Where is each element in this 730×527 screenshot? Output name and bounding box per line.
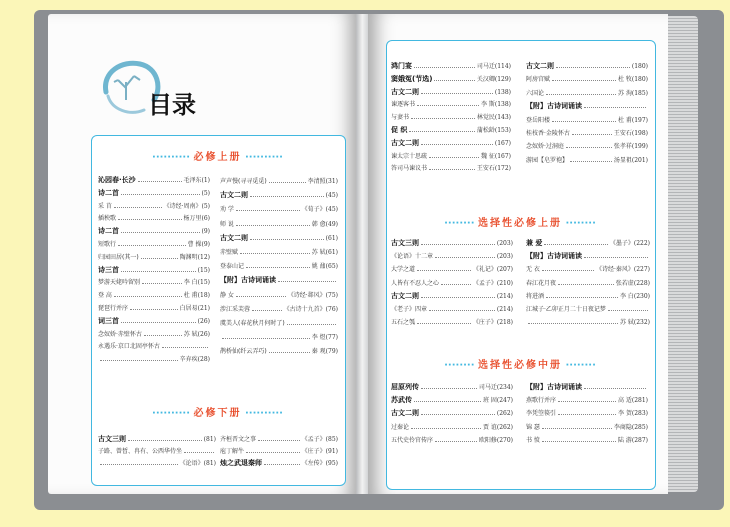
toc-entry	[526, 304, 650, 313]
toc-entry	[391, 61, 511, 71]
toc-entry-page: (203)	[496, 253, 513, 261]
dot-leader	[118, 245, 186, 246]
toc-entry-title: 无 衣	[526, 266, 540, 274]
toc-entry-page: 《孟子》(210)	[472, 279, 513, 287]
toc-entry-title: 窦娥冤(节选)	[391, 74, 433, 83]
toc-entry-page: 《孟子》(85)	[301, 436, 338, 443]
toc-entry-page: 辛弃疾(28)	[179, 356, 210, 364]
toc-entry-title: 庖丁解牛	[220, 448, 245, 455]
toc-entry-title: 词三首	[98, 316, 119, 325]
dot-leader	[138, 181, 182, 182]
toc-entry-page: (81)	[203, 436, 216, 443]
toc-entry-title: 古文三则	[391, 239, 419, 247]
dot-leader	[258, 440, 300, 441]
toc-entry-page: 杜 甫(18)	[183, 292, 210, 300]
dot-leader	[558, 284, 614, 285]
toc-entry-page: 高 适(281)	[617, 397, 648, 405]
toc-entry-page: 苏 洵(185)	[617, 89, 648, 97]
toc-entry	[391, 435, 513, 444]
toc-entry-page: 张若虚(228)	[615, 279, 650, 287]
toc-entry-page: 《荀子》(45)	[301, 206, 338, 214]
dot-leader	[584, 257, 648, 258]
toc-entry	[391, 74, 511, 84]
toc-entry-page: (138)	[494, 88, 511, 96]
toc-entry	[526, 61, 648, 71]
toc-entry	[98, 290, 210, 299]
toc-entry	[391, 291, 513, 301]
toc-entry	[98, 303, 210, 312]
dot-leader	[434, 80, 474, 81]
dot-leader	[542, 270, 594, 271]
toc-entry-title: 古文二则	[391, 291, 419, 300]
dot-leader	[246, 452, 300, 453]
toc-entry-page: 蒲松龄(153)	[476, 127, 511, 134]
toc-entry-title: 燕歌行并序	[526, 397, 557, 405]
dot-leader	[441, 284, 471, 285]
toc-entry-title: 鹊桥仙(纤云弄巧)	[220, 348, 267, 356]
toc-entry	[98, 188, 210, 198]
toc-entry-title: 登泰山记	[220, 263, 245, 271]
toc-entry-title: 江城子·乙卯正月二十日夜记梦	[526, 306, 606, 313]
dot-leader	[121, 194, 200, 195]
toc-entry	[526, 291, 650, 300]
toc-entry	[220, 332, 338, 341]
toc-entry	[98, 213, 210, 222]
toc-entry	[391, 99, 511, 108]
dot-leader	[121, 232, 200, 233]
dot-leader	[236, 210, 300, 211]
toc-entry-page: (61)	[325, 234, 338, 242]
dot-leader	[435, 257, 495, 258]
dot-leader	[144, 335, 182, 336]
toc-entry-page: 《诗经·周南》(5)	[163, 202, 210, 210]
toc-entry-title: 过秦论	[391, 423, 410, 431]
toc-entry	[98, 341, 210, 350]
toc-entry	[220, 219, 338, 228]
toc-entry-page: (15)	[197, 266, 210, 274]
toc-entry-page: 李 贺(283)	[617, 410, 648, 418]
toc-entry-title: 《老子》四章	[391, 306, 428, 313]
toc-entry	[391, 382, 513, 392]
toc-entry-page: 陶渊明(12)	[179, 253, 210, 261]
toc-entry-title: 【附】古诗词诵读	[526, 383, 582, 391]
toc-entry	[98, 252, 210, 261]
toc-entry	[526, 278, 650, 287]
toc-entry-page: 魏 征(167)	[480, 152, 511, 160]
toc-entry	[526, 422, 648, 431]
dot-leader	[552, 121, 616, 122]
toc-entry-title: 诗二首	[98, 188, 119, 197]
toc-entry-title: 【附】古诗词诵读	[220, 276, 276, 285]
dot-leader	[435, 441, 477, 442]
dot-leader	[269, 182, 306, 183]
dot-leader	[556, 67, 630, 68]
dot-leader	[429, 169, 475, 170]
toc-entry-page: 曹 操(9)	[187, 241, 210, 248]
toc-entry-page: 《礼记》(207)	[472, 266, 513, 274]
dot-leader	[421, 297, 495, 298]
dot-leader	[421, 144, 493, 145]
dot-leader	[246, 267, 310, 268]
dot-leader	[287, 324, 336, 325]
toc-entry-page: 杨万里(6)	[183, 215, 210, 223]
dot-leader	[572, 134, 612, 135]
toc-entry-page: 王安石(198)	[613, 130, 648, 137]
toc-entry-page: (45)	[325, 192, 338, 200]
toc-entry	[391, 238, 513, 248]
toc-entry-title: 子路、曾皙、冉有、公西华侍坐	[98, 448, 183, 455]
toc-entry-title: 《论语》十二章	[391, 253, 434, 261]
dot-leader	[252, 310, 282, 311]
toc-entry-title: 诗三首	[98, 265, 119, 274]
dot-leader	[100, 464, 178, 465]
dot-leader	[236, 225, 310, 226]
toc-entry-page: 李商隐(285)	[613, 423, 648, 431]
dot-leader	[278, 281, 336, 282]
toc-entry-page: (262)	[496, 410, 513, 418]
dot-leader	[584, 388, 646, 389]
toc-entry	[220, 318, 338, 327]
toc-entry-title: 桂枝香·金陵怀古	[526, 130, 570, 137]
toc-entry-title: 答司马谏议书	[391, 165, 428, 173]
dot-leader	[269, 352, 310, 353]
toc-entry-title: 诗二首	[98, 227, 119, 236]
dot-leader	[421, 244, 495, 245]
toc-entry	[220, 434, 338, 443]
dot-leader	[114, 296, 182, 297]
toc-entry	[526, 317, 650, 326]
toc-entry	[220, 190, 338, 200]
toc-entry-page: 《诗经·秦风》(227)	[595, 266, 650, 274]
toc-entry	[391, 408, 513, 418]
toc-entry-page: 韩 愈(49)	[311, 220, 338, 228]
dot-leader	[546, 94, 616, 95]
toc-entry	[220, 304, 338, 313]
toc-entry-page: 苏 轼(61)	[311, 249, 338, 256]
toc-entry-page: 《诗经·邶风》(75)	[287, 291, 338, 299]
toc-entry-title: 谏逐客书	[391, 101, 416, 109]
dot-leader	[429, 157, 479, 158]
toc-entry-title: 烛之武退秦师	[220, 459, 262, 467]
toc-entry-page: 班 固(247)	[482, 397, 513, 405]
toc-entry	[98, 446, 216, 455]
dot-leader	[546, 297, 618, 298]
toc-entry-page: 王安石(172)	[476, 165, 511, 173]
dot-leader	[528, 323, 618, 324]
toc-entry	[391, 125, 511, 135]
dot-leader	[542, 441, 616, 442]
toc-entry-title: 古文三则	[98, 435, 126, 443]
toc-entry-title: 古文二则	[391, 138, 419, 147]
toc-entry-title: 将进酒	[526, 292, 545, 300]
dot-leader	[240, 253, 310, 254]
dot-leader	[130, 309, 178, 310]
dot-leader	[414, 401, 481, 402]
toc-entry-page: 秦 观(79)	[311, 348, 338, 356]
toc-entry	[220, 233, 338, 243]
toc-entry-title: 古文二则	[526, 62, 554, 70]
toc-entry	[98, 316, 210, 326]
toc-entry	[391, 251, 513, 260]
toc-entry-page: 白居易(21)	[179, 305, 210, 312]
dot-leader	[421, 388, 477, 389]
toc-entry	[220, 458, 338, 468]
toc-entry-page: 贾 谊(262)	[482, 423, 513, 431]
toc-entry-title: 古文二则	[391, 409, 419, 418]
toc-entry-page: 《古诗十九首》(76)	[283, 305, 338, 313]
toc-entry-page: 汤显祖(201)	[613, 156, 648, 164]
dot-leader	[114, 207, 162, 208]
right-page	[368, 14, 668, 494]
toc-entry	[391, 422, 513, 431]
dot-leader	[417, 270, 471, 271]
toc-entry-title: 六国论	[526, 89, 545, 97]
toc-entry-page: (26)	[197, 317, 210, 325]
toc-entry	[391, 87, 511, 97]
dot-leader	[409, 131, 474, 132]
toc-entry-title: 琵琶行并序	[98, 305, 129, 312]
toc-entry-page: 林觉民(143)	[476, 114, 511, 122]
toc-entry-title: 采 苜	[98, 202, 112, 210]
toc-entry	[220, 346, 338, 355]
toc-entry	[98, 175, 210, 185]
toc-entry	[220, 290, 338, 299]
toc-entry-page: 苏 轼(232)	[619, 319, 650, 327]
toc-entry-title: 静 女	[220, 291, 234, 299]
toc-entry-page: 陆 游(287)	[617, 436, 648, 444]
dot-leader	[142, 283, 182, 284]
toc-entry-page: 毛泽东(1)	[183, 177, 210, 184]
toc-entry-title: 念奴娇·过洞庭	[526, 143, 564, 151]
section-heading: ·········· 必修下册 ··········	[152, 408, 283, 419]
toc-entry-title: 五石之瓠	[391, 319, 416, 327]
toc-entry	[98, 265, 210, 275]
dot-leader	[566, 147, 612, 148]
toc-entry-page: 张孝祥(199)	[613, 143, 648, 151]
toc-entry-page: 《论语》(81)	[179, 460, 216, 467]
toc-entry	[220, 275, 338, 285]
toc-entry-title: 涉江采芙蓉	[220, 305, 251, 313]
section-heading: ·········· 必修上册 ··········	[152, 152, 283, 163]
toc-entry	[220, 247, 338, 256]
toc-entry	[526, 264, 650, 273]
toc-entry	[98, 354, 210, 363]
toc-entry-page: 《墨子》(222)	[609, 240, 650, 247]
toc-entry-page: (167)	[494, 139, 511, 147]
page-title: 目录	[148, 91, 196, 119]
toc-entry-title: 五代史伶官传序	[391, 436, 434, 444]
dot-leader	[417, 105, 479, 106]
toc-entry-page: 《庄子》(218)	[472, 319, 513, 327]
toc-entry	[526, 101, 648, 111]
section-heading: ········ 选择性必修中册 ········	[444, 360, 596, 371]
dot-leader	[421, 93, 493, 94]
toc-entry	[391, 138, 511, 148]
toc-entry-page: (214)	[496, 306, 513, 313]
toc-entry-title: 永遇乐·京口北固亭怀古	[98, 343, 160, 351]
toc-entry-title: 插秧歌	[98, 215, 117, 223]
toc-entry	[391, 163, 511, 172]
dot-leader	[162, 347, 208, 348]
toc-entry	[98, 329, 210, 338]
toc-entry-title: 【附】古诗词诵读	[526, 252, 582, 261]
dot-leader	[121, 322, 196, 323]
toc-entry	[220, 446, 338, 455]
toc-entry	[98, 458, 216, 467]
dot-leader	[222, 338, 310, 339]
toc-entry-page: 苏 轼(26)	[183, 330, 210, 338]
toc-entry	[526, 155, 648, 164]
toc-entry	[526, 408, 648, 417]
toc-entry-title: 屈原列传	[391, 383, 419, 391]
toc-entry-page: 李 白(230)	[619, 292, 650, 300]
dot-leader	[552, 80, 616, 81]
toc-entry-title: 师 说	[220, 220, 234, 228]
dot-leader	[558, 414, 616, 415]
toc-entry-page: (5)	[201, 189, 210, 197]
dot-leader	[141, 258, 178, 259]
dot-leader	[414, 67, 475, 68]
toc-entry-title: 【附】古诗词诵读	[526, 102, 582, 111]
dot-leader	[421, 414, 495, 415]
toc-entry-title: 赤壁赋	[220, 249, 239, 256]
toc-entry	[98, 239, 210, 248]
toc-entry-title: 促 织	[391, 126, 408, 134]
dot-leader	[121, 271, 196, 272]
dot-leader	[608, 310, 648, 311]
toc-entry	[220, 261, 338, 270]
toc-entry-title: 阿房宫赋	[526, 76, 551, 84]
toc-entry-title: 齐桓晋文之事	[220, 436, 257, 443]
toc-entry-title: 谏太宗十思疏	[391, 152, 428, 160]
dot-leader	[544, 244, 607, 245]
toc-entry-title: 锦 瑟	[526, 423, 540, 431]
toc-entry-title: 古文二则	[391, 87, 419, 96]
toc-entry	[220, 176, 338, 185]
toc-entry-title: 兼 爱	[526, 239, 543, 247]
dot-leader	[118, 219, 181, 220]
toc-entry-page: 姚 鼐(65)	[311, 263, 338, 271]
left-page	[48, 14, 358, 494]
toc-entry-page: 欧阳修(270)	[478, 436, 513, 444]
toc-entry	[526, 88, 648, 97]
dot-leader	[570, 161, 612, 162]
toc-entry	[526, 435, 648, 444]
page-stack	[668, 16, 698, 492]
toc-entry	[391, 264, 513, 273]
toc-entry	[526, 251, 650, 261]
dot-leader	[411, 118, 475, 119]
toc-entry-page: 杜 牧(180)	[617, 76, 648, 84]
toc-entry	[98, 226, 210, 236]
dot-leader	[250, 239, 324, 240]
toc-entry-page: 司马迁(234)	[478, 384, 513, 391]
dot-leader	[542, 428, 612, 429]
toc-entry-title: 归园田居(其一)	[98, 253, 139, 261]
toc-entry	[391, 112, 511, 121]
toc-entry-title: 古文二则	[220, 233, 248, 242]
toc-entry-title: 李凭箜篌引	[526, 410, 557, 418]
toc-entry	[98, 434, 216, 444]
dot-leader	[558, 401, 616, 402]
toc-entry-title: 短歌行	[98, 241, 117, 248]
dot-leader	[128, 440, 202, 441]
toc-entry	[526, 395, 648, 404]
toc-entry-page: 李 白(15)	[183, 279, 210, 287]
toc-entry-title: 春江花月夜	[526, 279, 557, 287]
toc-entry	[220, 204, 338, 213]
toc-entry	[391, 151, 511, 160]
dot-leader	[584, 107, 646, 108]
toc-entry-title: 念奴娇·赤壁怀古	[98, 330, 142, 338]
dot-leader	[411, 428, 481, 429]
toc-entry-page: 关汉卿(129)	[476, 75, 511, 83]
toc-entry-title: 古文二则	[220, 191, 248, 200]
toc-entry	[526, 382, 648, 392]
dot-leader	[184, 452, 214, 453]
toc-entry	[526, 74, 648, 83]
toc-entry-page: (203)	[496, 240, 513, 247]
toc-entry	[98, 277, 210, 286]
toc-entry-page: 杜 甫(197)	[617, 116, 648, 124]
toc-entry-title: 登 高	[98, 292, 112, 300]
section-heading: ········ 选择性必修上册 ········	[444, 218, 596, 229]
toc-entry-title: 登岳阳楼	[526, 116, 551, 124]
dot-leader	[429, 310, 495, 311]
toc-entry-page: (180)	[631, 63, 648, 70]
toc-entry-title: 虞美人(春花秋月何时了)	[220, 320, 285, 327]
toc-entry-title: 游园【皂罗袍】	[526, 156, 569, 164]
toc-entry	[391, 317, 513, 326]
toc-entry	[526, 141, 648, 150]
toc-entry-title: 苏武传	[391, 396, 412, 405]
toc-entry-page: 李 斯(138)	[480, 101, 511, 109]
dot-leader	[264, 464, 300, 465]
toc-entry-title: 梦游天姥吟留别	[98, 279, 141, 287]
dot-leader	[250, 196, 324, 197]
toc-entry-title: 与妻书	[391, 114, 410, 122]
dot-leader	[417, 323, 471, 324]
toc-entry	[391, 395, 513, 405]
toc-entry-title: 声声慢(寻寻觅觅)	[220, 178, 267, 185]
toc-entry-title: 劝 学	[220, 206, 234, 214]
toc-entry-page: (9)	[201, 228, 210, 236]
toc-entry-page: 李 煜(77)	[311, 334, 338, 342]
toc-entry-page: (214)	[496, 292, 513, 300]
toc-entry	[98, 201, 210, 210]
toc-entry-page: 《庄子》(91)	[301, 448, 338, 455]
toc-entry-page: 司马迁(114)	[476, 63, 511, 70]
toc-entry	[391, 278, 513, 287]
toc-entry	[526, 128, 648, 137]
toc-entry-page: 《左传》(95)	[301, 460, 338, 467]
toc-entry-title: 书 愤	[526, 436, 540, 444]
toc-entry-title: 大学之道	[391, 266, 416, 274]
dot-leader	[100, 360, 178, 361]
toc-entry-title: 人皆有不忍人之心	[391, 279, 440, 287]
dot-leader	[236, 296, 286, 297]
toc-entry-title: 沁园春·长沙	[98, 176, 136, 184]
toc-entry	[391, 304, 513, 313]
toc-entry-page: 李清照(31)	[307, 178, 338, 185]
toc-entry	[526, 238, 650, 248]
toc-entry	[526, 115, 648, 124]
toc-entry-title: 鸿门宴	[391, 62, 412, 70]
